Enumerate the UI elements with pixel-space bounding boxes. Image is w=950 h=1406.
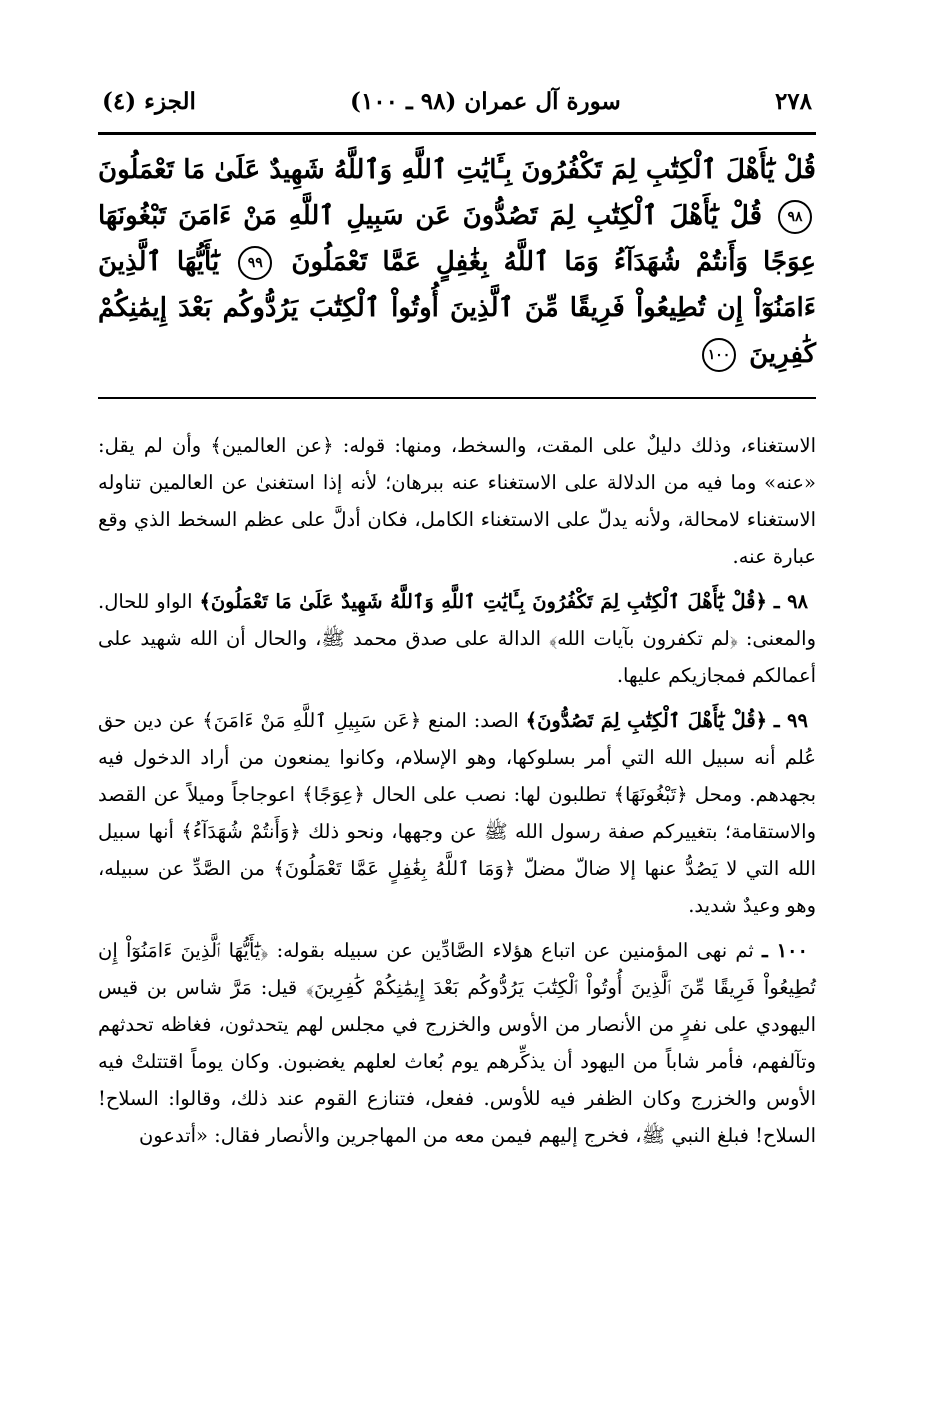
commentary-paragraph-98 — [98, 583, 816, 694]
page-number: ٢٧٨ — [774, 88, 812, 115]
page — [98, 88, 816, 1162]
commentary-text: ثم نهى المؤمنين عن اتباع هؤلاء الصَّادِّين عن سبيله بقوله: ﴿يَٰٓأَيُّهَا ٱلَّذِينَ ءَامَنُوٓاْ إِن تُطِيعُواْ فَرِيقًا مِّنَ ٱلَّذِينَ أُوتُواْ ٱلْكِتَٰبَ يَرُدُّوكُم بَعْدَ إِيمَٰنِكُمْ كَٰفِرِينَ﴾ قيل: مَرَّ شاس بن قيس اليهودي على نفرٍ من الأنصار من الأوس والخزرج في مجلس لهم يتحدثون، فغاظه تحدثهم وتآلفهم، فأمر شاباً من اليهود أن يذكِّرهم يوم بُعاث لعلهم يغضبون. وكان يوماً اقتتلتْ فيه الأوس والخزرج وكان الظفر فيه للأوس. ففعل، فتنازع القوم عند ذلك، وقالوا: السلاح! السلاح! فبلغ النبي ﷺ، فخرج إليهم فيمن معه من المهاجرين والأنصار فقال: «أتدعون — [98, 939, 816, 1147]
quran-verses — [98, 147, 816, 377]
commentary-paragraph-100 — [98, 932, 816, 1154]
commentary-paragraph-99 — [98, 702, 816, 924]
commentary-text: الواو للحال. والمعنى: ﴿لم تكفرون بآيات الله﴾ الدالة على صدق محمد ﷺ، والحال أن الله شهيد على أعمالكم فمجازيكم عليها. — [98, 590, 816, 687]
running-head — [98, 88, 816, 135]
verse-98-text: قُلْ يَٰٓأَهْلَ ٱلْكِتَٰبِ لِمَ تَكْفُرُونَ بِـَٔايَٰتِ ٱللَّهِ وَٱللَّهُ شَهِيدٌ عَلَىٰ مَا تَعْمَلُونَ — [98, 155, 816, 185]
verse-99-text: قُلْ يَٰٓأَهْلَ ٱلْكِتَٰبِ لِمَ تَصُدُّونَ عَن سَبِيلِ ٱللَّهِ مَنْ ءَامَنَ تَبْغُونَهَا عِوَجًا وَأَنتُمْ شُهَدَآءُ وَمَا ٱللَّهُ بِغَٰفِلٍ عَمَّا تَعْمَلُونَ — [98, 201, 816, 277]
quran-quote: ﴿قُلْ يَٰٓأَهْلَ ٱلْكِتَٰبِ لِمَ تَصُدُّونَ﴾ — [525, 709, 768, 732]
surah-title: سورة آل عمران (٩٨ ـ ١٠٠) — [350, 88, 621, 115]
verse-number-marker-100: ١٠٠ — [702, 338, 736, 372]
commentary-text: الصد: المنع ﴿عَن سَبِيلِ ٱللَّهِ مَنْ ءَامَنَ﴾ عن دين حق عُلم أنه سبيل الله التي أمر بسلوكها، وهو الإسلام، وكانوا يمنعون من أراد الدخول فيه بجهدهم. ومحل ﴿تَبْغُونَهَا﴾ تطلبون لها: نصب على الحال ﴿عِوَجًا﴾ اعوجاجاً وميلاً عن القصد والاستقامة؛ بتغييركم صفة رسول الله ﷺ عن وجهها، ونحو ذلك ﴿وَأَنتُمْ شُهَدَآءُ﴾ أنها سبيل الله التي لا يَصُدُّ عنها إلا ضالّ مضلّ ﴿وَمَا ٱللَّهُ بِغَٰفِلٍ عَمَّا تَعْمَلُونَ﴾ من الصَّدِّ عن سبيله، وهو وعيدٌ شديد. — [98, 709, 816, 917]
verse-number-marker-99: ٩٩ — [238, 246, 272, 280]
verse-100-text: يَٰٓأَيُّهَا ٱلَّذِينَ ءَامَنُوٓاْ إِن تُطِيعُواْ فَرِيقًا مِّنَ ٱلَّذِينَ أُوتُواْ ٱلْكِتَٰبَ يَرُدُّوكُم بَعْدَ إِيمَٰنِكُمْ كَٰفِرِينَ — [98, 247, 816, 369]
verse-number-marker-98: ٩٨ — [778, 200, 812, 234]
verse-ref-number: ١٠٠ ـ — [762, 939, 808, 962]
section-divider — [98, 397, 816, 399]
verse-ref-number: ٩٨ ـ — [773, 590, 809, 613]
quran-quote: ﴿قُلْ يَٰٓأَهْلَ ٱلْكِتَٰبِ لِمَ تَكْفُرُونَ بِـَٔايَٰتِ ٱللَّهِ وَٱللَّهُ شَهِيدٌ عَلَىٰ مَا تَعْمَلُونَ﴾ — [199, 590, 767, 613]
commentary-paragraph-0: الاستغناء، وذلك دليلٌ على المقت، والسخط، ومنها: قوله: ﴿عن العالمين﴾ وأن لم يقل: «عنه» وما فيه من الدلالة على الاستغناء عنه ببرهان؛ لأنه إذا استغنىٰ عن العالمين تناوله الاستغناء لامحالة، ولأنه يدلّ على الاستغناء الكامل، فكان أدلَّ على عظم السخط الذي وقع عبارة عنه. — [98, 434, 816, 568]
juz-label: الجزء (٤) — [102, 88, 196, 115]
verse-ref-number: ٩٩ ـ — [773, 709, 808, 732]
commentary — [98, 427, 816, 1154]
